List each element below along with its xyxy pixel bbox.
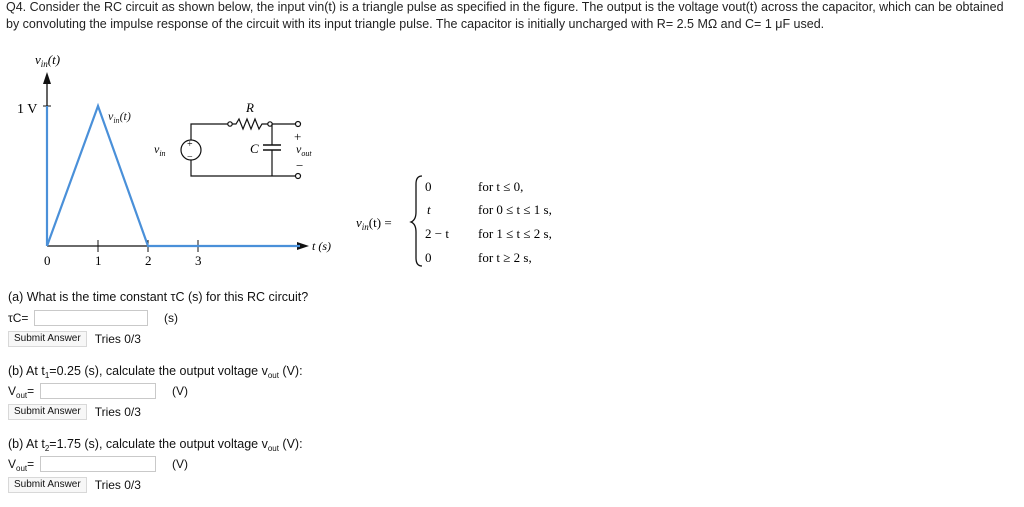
problem-figure (0, 40, 1024, 270)
case-value-4: 0 (425, 250, 432, 265)
question-b1-unit: (V) (172, 384, 188, 398)
question-b2-unit: (V) (172, 457, 188, 471)
resistor-label: R (246, 100, 254, 115)
case-value-2: t (427, 202, 431, 217)
question-a-label: τC= (8, 311, 29, 325)
output-label: $v_{out}$ (296, 142, 312, 158)
output-plus: + (294, 129, 302, 144)
plot-y-tick: 1 V (17, 102, 38, 117)
output-terminal-bottom (296, 174, 301, 179)
question-b2-label: $V_{out}=$ (8, 457, 35, 473)
problem-statement: Q4. Consider the RC circuit as shown below, the input vin(t) is a triangle pulse as specified in the figure. The output is the voltage vout(t) across the capacitor, which can be obtained by convoluting the impulse response of the circuit with its input triangle pulse. The capacitor is initially uncharged with R= 2.5 MΩ and C= 1 μF used. (6, 0, 1004, 31)
question-b1-text: (b) At $t_1=0.25$ (s), calculate the output voltage $v_{out}$ (V): (8, 364, 303, 380)
tau-answer-input[interactable] (34, 310, 148, 326)
question-a-tries: Tries 0/3 (94, 332, 141, 346)
vout-t1-answer-input[interactable] (40, 383, 156, 399)
curve-label: $v_{in}(t)$ (108, 109, 131, 125)
x-tick-0: 0 (44, 253, 51, 268)
question-b1-tries: Tries 0/3 (94, 405, 141, 419)
case-condition-3: for 1 ≤ t ≤ 2 s, (478, 226, 552, 241)
question-a-unit: (s) (164, 311, 178, 325)
x-axis-label: t (s) (312, 239, 331, 253)
node-left (228, 122, 232, 126)
capacitor-label: C (250, 141, 259, 156)
x-tick-3: 3 (195, 253, 202, 268)
piecewise-equation (356, 176, 552, 266)
x-tick-2: 2 (145, 253, 152, 268)
question-b1-label: $V_{out}=$ (8, 384, 35, 400)
case-condition-4: for t ≥ 2 s, (478, 250, 532, 265)
question-b2-text: (b) At $t_2=1.75$ (s), calculate the output voltage $v_{out}$ (V): (8, 437, 303, 453)
triangle-pulse-plot (17, 52, 331, 268)
source-label: $v_{in}$ (154, 142, 166, 158)
question-a-text: (a) What is the time constant τC (s) for this RC circuit? (8, 290, 309, 304)
case-value-1: 0 (425, 179, 432, 194)
wire-top-left (191, 124, 228, 140)
case-value-3: 2 − t (425, 226, 449, 241)
source-plus: + (187, 139, 193, 150)
output-terminal-top (296, 122, 301, 127)
submit-answer-b2-button[interactable]: Submit Answer (8, 477, 87, 493)
case-condition-1: for t ≤ 0, (478, 179, 524, 194)
plot-y-label: $v_{in}(t)$ (35, 52, 61, 69)
question-b2-submit-row (8, 477, 141, 493)
x-tick-1: 1 (95, 253, 102, 268)
wire-bottom (191, 160, 296, 176)
question-b1-submit-row (8, 404, 141, 420)
source-minus: − (187, 152, 193, 163)
plot-y-axis-arrow (43, 72, 51, 84)
question-b2-tries: Tries 0/3 (94, 478, 141, 492)
equation-brace (411, 176, 422, 266)
submit-answer-b1-button[interactable]: Submit Answer (8, 404, 87, 420)
question-a-answer-row (8, 310, 178, 326)
resistor (232, 119, 268, 129)
equation-lhs: $v_{in}(t)$ = (356, 215, 392, 232)
submit-answer-a-button[interactable]: Submit Answer (8, 331, 87, 347)
case-condition-2: for 0 ≤ t ≤ 1 s, (478, 202, 552, 217)
question-b2-answer-row (8, 456, 188, 472)
output-minus: − (296, 158, 304, 173)
question-b1-answer-row (8, 383, 188, 399)
vout-t2-answer-input[interactable] (40, 456, 156, 472)
question-a-submit-row (8, 331, 141, 347)
